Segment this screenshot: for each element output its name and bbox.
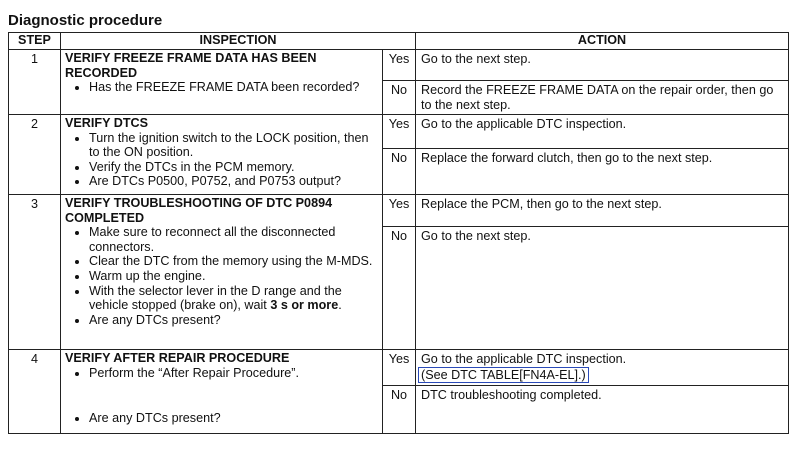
inspection-column-header: INSPECTION: [61, 33, 416, 50]
no-action: DTC troubleshooting completed.: [416, 386, 789, 434]
inspection-heading: VERIFY FREEZE FRAME DATA HAS BEEN RECORDED: [65, 51, 317, 80]
bullet-end: .: [338, 298, 342, 313]
table-row: [9, 115, 789, 149]
step-number: 4: [9, 350, 61, 434]
step-number: 1: [9, 50, 61, 115]
inspection-cell: [61, 50, 383, 115]
inspection-heading: VERIFY DTCS: [65, 116, 149, 130]
yes-label: Yes: [383, 350, 416, 386]
inspection-bullet: • Has the FREEZE FRAME DATA been recorded?: [89, 80, 378, 95]
inspection-bullet: • Make sure to reconnect all the disconnected connectors.: [89, 225, 378, 254]
inspection-heading: VERIFY AFTER REPAIR PROCEDURE: [65, 351, 290, 365]
inspection-bullet: [89, 284, 378, 313]
step-column-header: STEP: [9, 33, 61, 50]
yes-action: Go to the next step.: [416, 50, 789, 81]
inspection-bullet: • Clear the DTC from the memory using the M-MDS.: [89, 254, 378, 269]
inspection-heading: VERIFY TROUBLESHOOTING OF DTC P0894 COMPLETED: [65, 196, 333, 225]
inspection-cell: [61, 115, 383, 195]
yes-action-text: Go to the applicable DTC inspection.: [421, 352, 627, 366]
bullet-text: With the selector lever in the D range and the vehicle stopped (brake on), wait: [89, 283, 342, 313]
yes-action: Go to the applicable DTC inspection.: [416, 115, 789, 149]
inspection-bullet: • Warm up the engine.: [89, 269, 378, 284]
inspection-bullet: • Are any DTCs present?: [89, 411, 378, 426]
yes-action: Replace the PCM, then go to the next step.: [416, 195, 789, 227]
action-column-header: ACTION: [416, 33, 789, 50]
inspection-cell: [61, 195, 383, 350]
no-label: No: [383, 149, 416, 195]
dtc-table-link[interactable]: (See DTC TABLE[FN4A-EL].): [418, 367, 589, 384]
no-action: Record the FREEZE FRAME DATA on the repair order, then go to the next step.: [416, 81, 789, 115]
diagnostic-table: [8, 32, 789, 434]
wait-time-emphasis: 3 s or more: [270, 298, 339, 313]
inspection-bullet: • Turn the ignition switch to the LOCK position, then to the ON position.: [89, 131, 378, 160]
yes-action: [416, 350, 789, 386]
inspection-bullet: • Are DTCs P0500, P0752, and P0753 output?: [89, 174, 378, 189]
no-label: No: [383, 227, 416, 350]
yes-label: Yes: [383, 50, 416, 81]
step-number: 3: [9, 195, 61, 350]
page-title: Diagnostic procedure: [8, 12, 163, 29]
no-action: Replace the forward clutch, then go to the next step.: [416, 149, 789, 195]
inspection-cell: [61, 350, 383, 434]
inspection-bullet: • Verify the DTCs in the PCM memory.: [89, 160, 378, 175]
table-row: [9, 50, 789, 81]
step-number: 2: [9, 115, 61, 195]
no-label: No: [383, 81, 416, 115]
yes-label: Yes: [383, 195, 416, 227]
inspection-bullet: • Are any DTCs present?: [89, 313, 378, 328]
table-row: [9, 350, 789, 386]
header-row: [9, 33, 789, 50]
table-row: [9, 195, 789, 227]
inspection-bullet: • Perform the “After Repair Procedure”.: [89, 366, 378, 381]
no-label: No: [383, 386, 416, 434]
spacer: [65, 380, 378, 411]
no-action: Go to the next step.: [416, 227, 789, 350]
yes-label: Yes: [383, 115, 416, 149]
